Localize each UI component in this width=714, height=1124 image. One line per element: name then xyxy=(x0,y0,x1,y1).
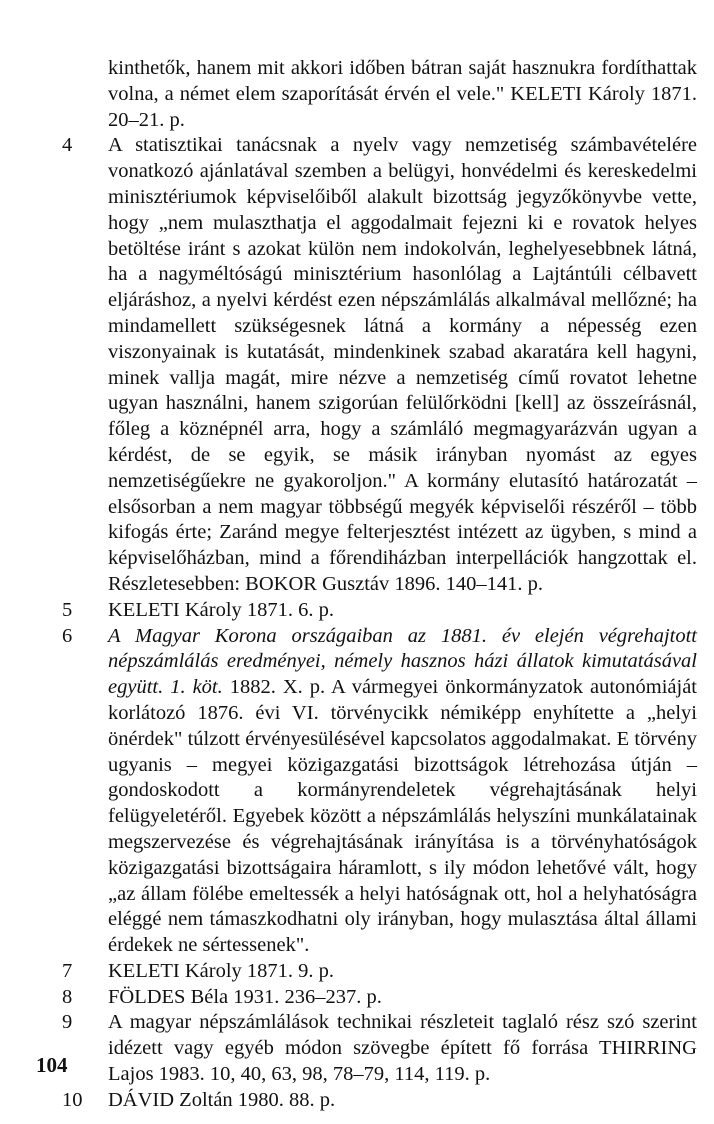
footnote-10 xyxy=(62,1088,697,1114)
footnote-body: 1882. X. p. A vármegyei önkormányzatok autonómiáját korlátozó 1876. évi VI. törvénycikk némiképp enyhítette a „helyi önérdek" túlzott érvényesülésével kapcsolatos aggodalmakat. E törvény ugyanis – megyei közigazgatási bizottságok létrehozása útján – gondoskodott a kormányrendeletek végrehajtásának helyi felügyeletéről. Egyebek között a népszámlálás helyszíni munkálatainak megszervezése és végrehajtásának irányítása is a törvényhatóságok közigazgatási bizottságaira háramlott, s ily módon lehetővé vált, hogy „az állam fölébe emeltessék a helyi hatóságnak ott, hol a helyhatóságra eléggé nem támaszkodhatni oly irányban, hogy mulasztása által állami érdekek ne sértessenek". xyxy=(108,676,697,957)
footnote-text xyxy=(108,624,697,959)
publication-title: A Magyar Korona országaiban az 1881. év elején végrehajtott népszámlálás eredményei, némely hasznos házi állatok kimutatásával együtt. 1. köt. xyxy=(108,624,697,699)
footnote-number: 4 xyxy=(62,134,73,157)
footnote-text: A magyar népszámlálások technikai részleteit taglaló rész szó szerint idézett vagy egyéb módon szövegbe épített fő forrása THIRRING Lajos 1983. 10, 40, 63, 98, 78–79, 114, 119. p. xyxy=(108,1011,697,1086)
footnote-number: 5 xyxy=(62,598,73,621)
footnote-text: KELETI Károly 1871. 9. p. xyxy=(108,959,335,982)
footnote-9 xyxy=(62,1010,697,1087)
footnote-number: 7 xyxy=(62,959,73,982)
footnote-number: 8 xyxy=(62,985,73,1008)
footnote-text: FÖLDES Béla 1931. 236–237. p. xyxy=(108,985,382,1008)
page-number: 104 xyxy=(36,1053,68,1077)
footnote-text: DÁVID Zoltán 1980. 88. p. xyxy=(108,1088,336,1111)
footnotes-list xyxy=(62,56,697,1114)
footnote-text: kinthetők, hanem mit akkori időben bátran saját hasznukra fordíthattak volna, a német elem szaporítását érvén el vele." KELETI Károly 1871. 20–21. p. xyxy=(108,57,697,131)
footnote-7 xyxy=(62,959,697,985)
footnote-5 xyxy=(62,598,697,624)
footnote-text: KELETI Károly 1871. 6. p. xyxy=(108,598,335,621)
footnote-4 xyxy=(62,133,697,597)
footnote-number: 6 xyxy=(62,624,73,647)
footnote-text: A statisztikai tanácsnak a nyelv vagy nemzetiség számbavételére vonatkozó ajánlatával szemben a belügyi, honvédelmi és kereskedelmi minisztériumok képviselőiből alakult bizottság jegyzőkönyvbe vette, hogy „nem mulaszthatja el aggodalmait fejezni ki e rovatok helyes betöltése iránt s azokat külön nem indokolván, leghelyesebbnek látná, ha a nagyméltóságú minisztérium hasonlólag a Lajtántúli célbavett eljáráshoz, a nyelvi kérdést ezen népszámlálás alkalmával mellőzné; ha mindamellett szükségesnek látná a kormány a népesség ezen viszonyainak is kutatását, mindenkinek szabad akaratára kell hagyni, minek vallja magát, mire nézve a nemzetiség című rovatot lehetne ugyan használni, hanem szigorúan felülőrködni [kell] az összeírásnál, főleg a köznépnél arra, hogy a számláló megmagyarázván ugyan a kérdést, de se egyik, se másik irányban nyomást az egyes nemzetiségűekre ne gyakoroljon." A kormány elutasító határozatát – elsősorban a nem magyar többségű megyék képviselői részéről – több kifogás érte; Zaránd megye felterjesztést intézett az ügyben, s mind a képviselőházban, mind a főrendiházban interpellációk hangzottak el. Részletesebben: BOKOR Gusztáv 1896. 140–141. p. xyxy=(108,134,697,595)
footnote-continued xyxy=(62,56,697,133)
footnote-number: 10 xyxy=(62,1088,83,1111)
footnote-6 xyxy=(62,624,697,959)
footnote-8 xyxy=(62,985,697,1011)
footnote-number: 9 xyxy=(62,1011,73,1034)
